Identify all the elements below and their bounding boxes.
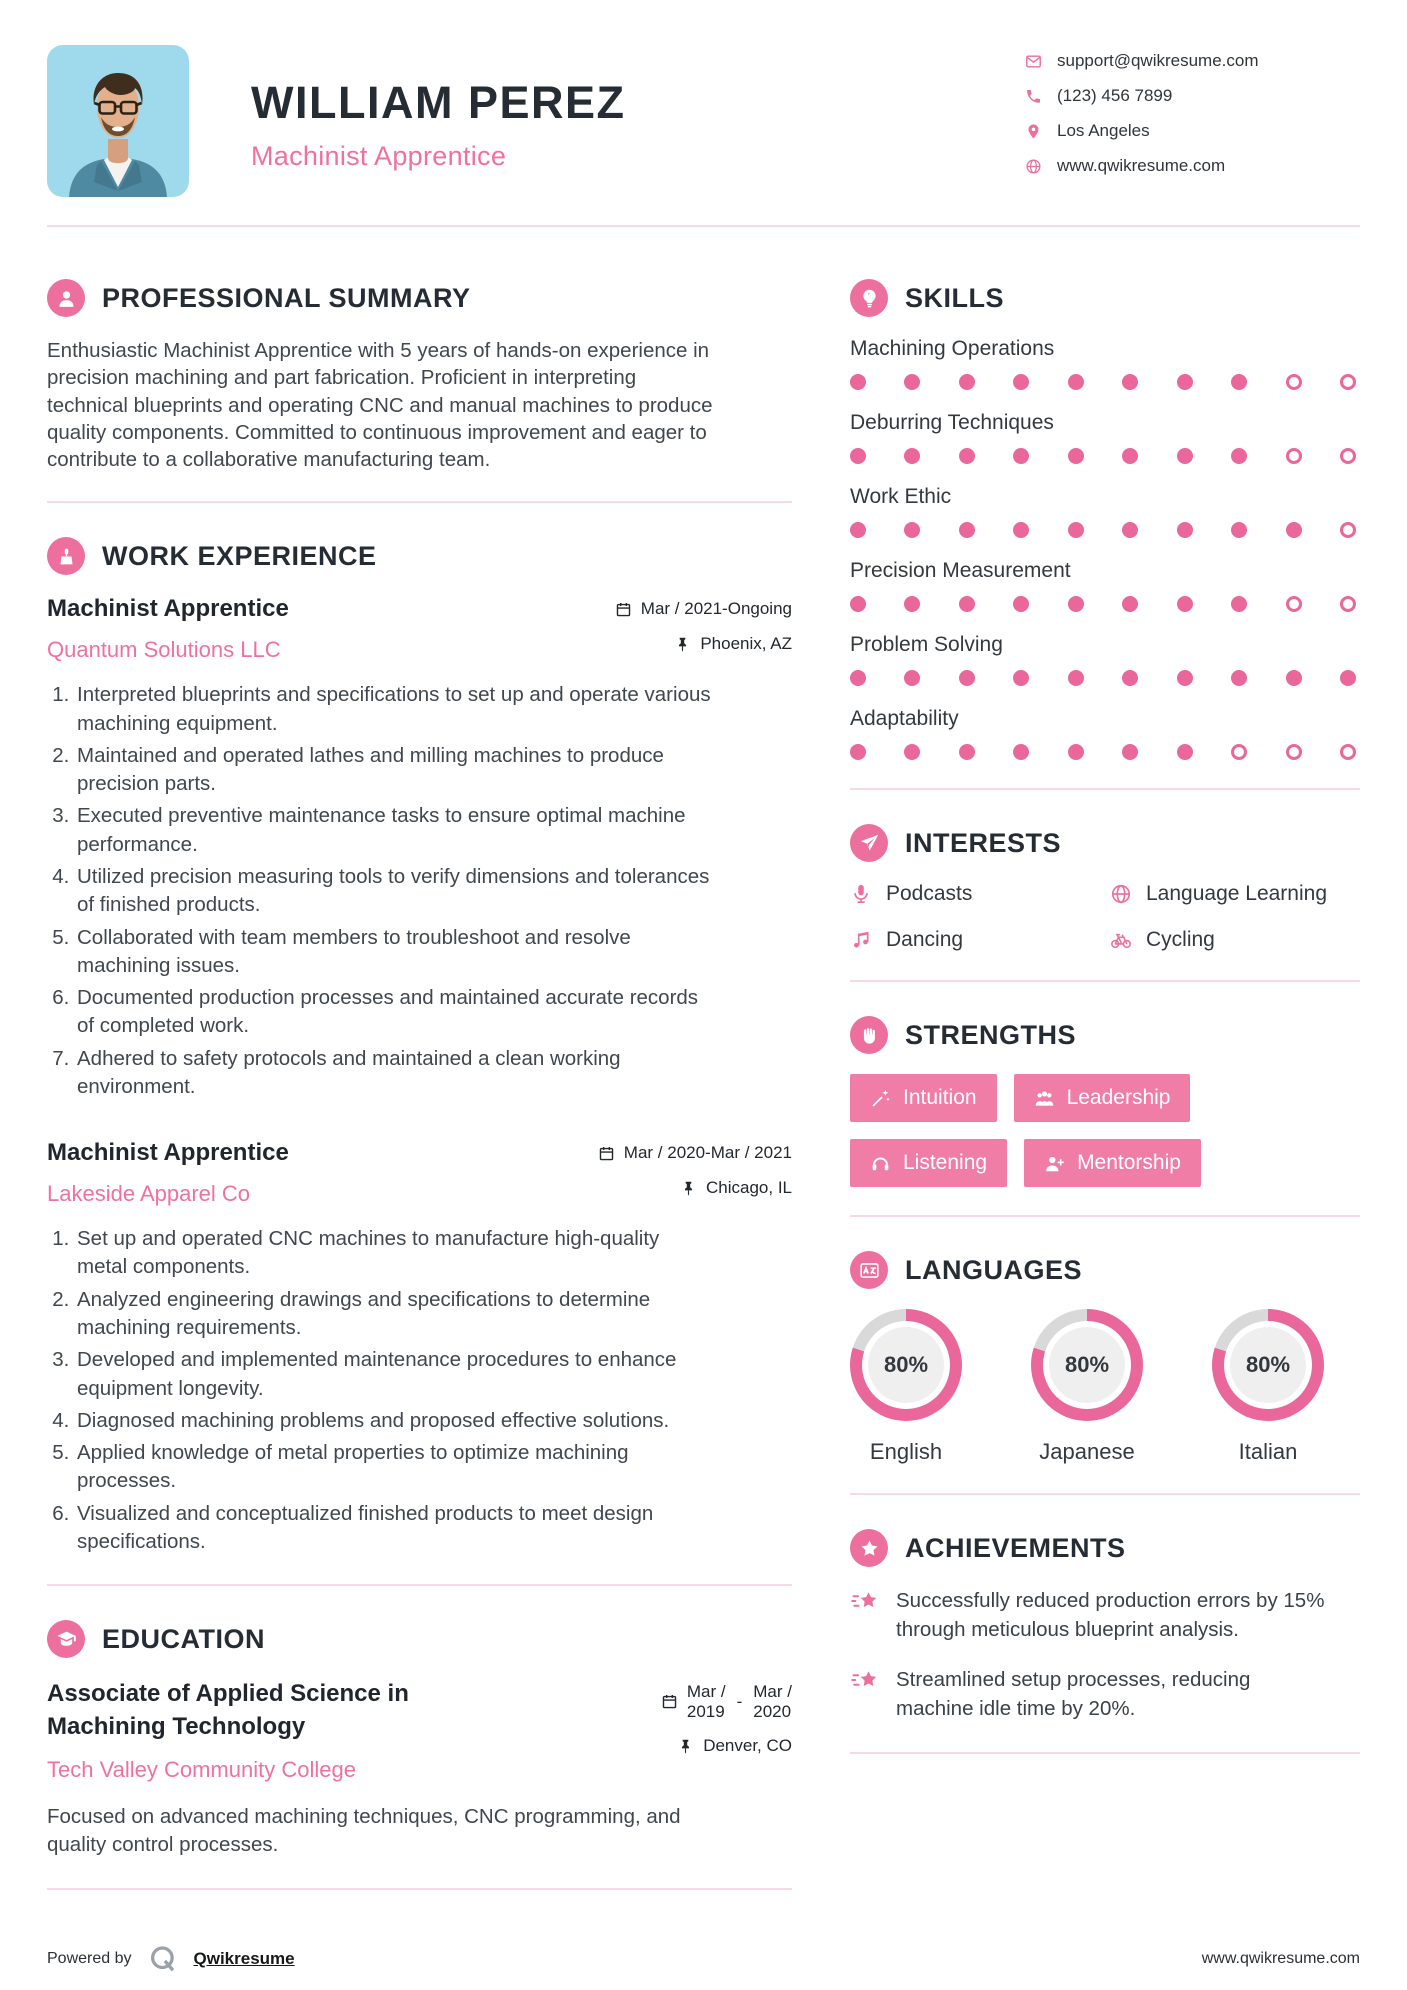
user-icon (47, 279, 85, 317)
contact-text: (123) 456 7899 (1057, 86, 1173, 105)
section-divider (47, 501, 792, 503)
company-name: Quantum Solutions LLC (47, 637, 281, 663)
interest-item (1110, 882, 1360, 906)
footer-website: www.qwikresume.com (1201, 1949, 1360, 1967)
interest-label: Language Learning (1146, 882, 1328, 905)
skill-dot-empty (1286, 596, 1302, 612)
job-date: Mar / 2020-Mar / 2021 (623, 1143, 792, 1163)
job-location: Phoenix, AZ (700, 634, 792, 654)
skill-dot-filled (1013, 744, 1029, 760)
language-name: Italian (1238, 1439, 1298, 1464)
job-location-row (615, 634, 792, 654)
education-heading-group (47, 1678, 527, 1783)
skill-dot-filled (1122, 670, 1138, 686)
skill-dot-filled (1013, 670, 1029, 686)
skill-dot-filled (1177, 448, 1193, 464)
skill-dot-filled (1177, 744, 1193, 760)
skill-dot-filled (1013, 374, 1029, 390)
skill-item (850, 707, 1360, 760)
language-name: Japanese (1039, 1439, 1135, 1464)
skill-dot-filled (1013, 596, 1029, 612)
skill-dot-filled (1122, 374, 1138, 390)
skill-dot-empty (1286, 374, 1302, 390)
work-experience-section (47, 537, 792, 1556)
calendar-icon (615, 601, 632, 618)
skill-dot-filled (1068, 596, 1084, 612)
contact-item (1025, 86, 1360, 106)
education-location-row (661, 1736, 792, 1756)
fist-icon (850, 1016, 888, 1054)
language-ring-hole (862, 1321, 950, 1409)
interest-item (850, 882, 1100, 906)
strength-label: Listening (903, 1151, 988, 1174)
education-date-start-month: Mar / (686, 1682, 726, 1702)
skill-name: Problem Solving (850, 633, 1003, 656)
person-name: WILLIAM PEREZ (251, 77, 626, 128)
language-ring (850, 1309, 962, 1421)
skill-name: Work Ethic (850, 485, 952, 508)
skills-list (850, 337, 1360, 760)
date-separator: - (736, 1691, 743, 1711)
bullet-item: 5. Applied knowledge of metal properties to optimize machining processes. (75, 1439, 715, 1496)
skill-dot-filled (1177, 374, 1193, 390)
skills-heading: SKILLS (905, 282, 1005, 313)
interests-heading: INTERESTS (905, 827, 1062, 858)
star-icon (850, 1529, 888, 1567)
job-title: Machinist Apprentice (47, 1139, 289, 1167)
skill-name: Adaptability (850, 707, 959, 730)
skill-dot-empty (1340, 522, 1356, 538)
bullet-item: 4. Utilized precision measuring tools to verify dimensions and tolerances of finished products. (75, 863, 715, 920)
globe-icon (1110, 883, 1132, 905)
skill-dot-filled (850, 670, 866, 686)
strengths-header (850, 1016, 1360, 1054)
bullet-item: 1. Interpreted blueprints and specifications to set up and operate various machining equipment. (75, 681, 715, 738)
section-divider (850, 788, 1360, 790)
skill-dots (850, 374, 1360, 390)
microphone-icon (850, 883, 872, 905)
section-divider (850, 1752, 1360, 1754)
job-heading-group (47, 595, 289, 663)
interests-section (850, 824, 1360, 952)
strength-label: Mentorship (1077, 1151, 1181, 1174)
skill-dots (850, 522, 1360, 538)
education-location: Denver, CO (703, 1736, 792, 1756)
skill-name: Precision Measurement (850, 559, 1071, 582)
education-date-start (687, 1682, 726, 1721)
education-section (47, 1620, 792, 1859)
work-header (47, 537, 792, 575)
education-date-end-year: 2020 (753, 1701, 792, 1721)
interest-item (1110, 928, 1360, 952)
section-divider (47, 1584, 792, 1586)
degree-name: Associate of Applied Science in Machining Technology (47, 1680, 409, 1740)
interest-label: Podcasts (886, 882, 973, 905)
skill-dot-filled (904, 596, 920, 612)
job-entry (47, 595, 792, 1101)
calendar-icon (598, 1145, 615, 1162)
skill-name: Deburring Techniques (850, 411, 1054, 434)
language-percent: 80% (868, 1327, 944, 1403)
magic-wand-icon (870, 1088, 891, 1109)
contact-item (1025, 156, 1360, 176)
qwikresume-link[interactable]: Qwikresume (193, 1948, 295, 1968)
strength-badge (1024, 1139, 1201, 1187)
pin-icon (674, 636, 691, 653)
skill-dot-filled (1177, 670, 1193, 686)
job-title: Machinist Apprentice (47, 595, 289, 623)
job-date-row (598, 1143, 792, 1163)
contact-list (1025, 45, 1360, 176)
identity-block (251, 45, 1025, 172)
language-item (1031, 1309, 1143, 1465)
skill-dots (850, 448, 1360, 464)
bullet-item: 5. Collaborated with team members to troubleshoot and resolve machining issues. (75, 924, 715, 981)
location-icon (1025, 123, 1042, 140)
skill-item (850, 633, 1360, 686)
skill-dot-filled (904, 522, 920, 538)
strength-label: Leadership (1066, 1086, 1171, 1109)
job-date: Mar / 2021-Ongoing (640, 599, 792, 619)
achievements-section (850, 1529, 1360, 1724)
paper-plane-icon (850, 824, 888, 862)
languages-section (850, 1251, 1360, 1465)
skill-dot-filled (1286, 670, 1302, 686)
skill-dot-filled (1231, 374, 1247, 390)
profile-photo-illustration (47, 45, 189, 197)
summary-heading: PROFESSIONAL SUMMARY (102, 282, 471, 313)
job-header (47, 595, 792, 663)
summary-header (47, 279, 792, 317)
interests-header (850, 824, 1360, 862)
footer (47, 1924, 1360, 1990)
skill-dot-filled (850, 744, 866, 760)
language-percent: 80% (1230, 1327, 1306, 1403)
language-ring (1031, 1309, 1143, 1421)
skill-dot-filled (904, 448, 920, 464)
achievement-item (850, 1587, 1360, 1644)
education-date-row (661, 1682, 792, 1721)
skill-name: Machining Operations (850, 337, 1055, 360)
interest-label: Dancing (886, 928, 964, 951)
language-ring-hole (1043, 1321, 1131, 1409)
job-header (47, 1139, 792, 1207)
job-heading-group (47, 1139, 289, 1207)
contact-item (1025, 121, 1360, 141)
email-icon (1025, 53, 1042, 70)
language-name: English (869, 1439, 943, 1464)
skill-dot-filled (1068, 670, 1084, 686)
skill-dot-filled (1122, 448, 1138, 464)
job-entry (47, 1139, 792, 1556)
strengths-heading: STRENGTHS (905, 1019, 1077, 1050)
strength-badge (850, 1139, 1007, 1187)
achievement-text: Streamlined setup processes, reducing machine idle time by 20%. (896, 1668, 1251, 1721)
skill-item (850, 485, 1360, 538)
skill-dot-filled (850, 596, 866, 612)
education-heading: EDUCATION (102, 1623, 265, 1654)
contact-text: www.qwikresume.com (1057, 156, 1226, 175)
job-meta (615, 595, 792, 654)
section-divider (850, 980, 1360, 982)
strength-badge (1014, 1074, 1191, 1122)
resume-body (47, 279, 1360, 1924)
school-name: Tech Valley Community College (47, 1757, 356, 1783)
left-column (47, 279, 792, 1924)
skill-dot-filled (904, 670, 920, 686)
languages-header (850, 1251, 1360, 1289)
interests-list (850, 882, 1360, 952)
pin-icon (680, 1180, 697, 1197)
right-column (850, 279, 1360, 1924)
skill-dots (850, 670, 1360, 686)
bullet-item: 2. Maintained and operated lathes and milling machines to produce precision parts. (75, 742, 715, 799)
skill-dot-empty (1286, 448, 1302, 464)
bullet-item: 3. Developed and implemented maintenance procedures to enhance equipment longevity. (75, 1346, 715, 1403)
achievements-heading: ACHIEVEMENTS (905, 1532, 1126, 1563)
education-meta (661, 1678, 792, 1756)
section-divider (850, 1493, 1360, 1495)
education-header (47, 1620, 792, 1658)
bullet-item: 7. Adhered to safety protocols and maintained a clean working environment. (75, 1045, 715, 1102)
skill-dot-filled (959, 374, 975, 390)
languages-list (850, 1309, 1360, 1465)
skill-dot-filled (1231, 596, 1247, 612)
achievement-item (850, 1666, 1360, 1723)
skill-dot-empty (1286, 744, 1302, 760)
skill-dot-empty (1340, 374, 1356, 390)
bullet-item: 4. Diagnosed machining problems and proposed effective solutions. (75, 1407, 715, 1435)
language-ring (1212, 1309, 1324, 1421)
skill-dot-filled (1068, 374, 1084, 390)
pin-icon (677, 1738, 694, 1755)
education-entry (47, 1678, 792, 1783)
skill-dot-filled (959, 448, 975, 464)
bullet-item: 6. Documented production processes and maintained accurate records of completed work. (75, 984, 715, 1041)
language-percent: 80% (1049, 1327, 1125, 1403)
music-note-icon (850, 929, 872, 951)
lightbulb-icon (850, 279, 888, 317)
podium-icon (47, 537, 85, 575)
job-date-row (615, 599, 792, 619)
globe-icon (1025, 158, 1042, 175)
translate-icon (850, 1251, 888, 1289)
interest-label: Cycling (1146, 928, 1215, 951)
shooting-star-icon (850, 1587, 880, 1617)
users-icon (1034, 1088, 1055, 1109)
skill-dot-filled (1286, 522, 1302, 538)
contact-item (1025, 51, 1360, 71)
skill-dot-filled (1068, 744, 1084, 760)
achievements-list (850, 1587, 1360, 1724)
section-divider (47, 1888, 792, 1890)
summary-text: Enthusiastic Machinist Apprentice with 5 years of hands-on experience in precision machining and part fabrication. Proficient in interpreting technical blueprints and operating CNC and manual machines to produce quality components. Committed to continuous improvement and eager to contribute to a collaborative manufacturing team. (47, 339, 713, 471)
skill-dot-empty (1340, 596, 1356, 612)
skills-header (850, 279, 1360, 317)
languages-heading: LANGUAGES (905, 1254, 1083, 1285)
achievement-text: Successfully reduced production errors by 15% through meticulous blueprint analysis. (896, 1589, 1325, 1641)
skill-dot-empty (1340, 744, 1356, 760)
language-item (850, 1309, 962, 1465)
company-name: Lakeside Apparel Co (47, 1181, 251, 1207)
skill-dot-filled (1122, 596, 1138, 612)
achievements-header (850, 1529, 1360, 1567)
skill-item (850, 337, 1360, 390)
skill-dots (850, 596, 1360, 612)
skill-dot-filled (1231, 670, 1247, 686)
job-bullets (47, 681, 715, 1101)
skill-dot-filled (959, 596, 975, 612)
skill-dot-filled (1340, 670, 1356, 686)
skill-dot-filled (1122, 522, 1138, 538)
profile-photo (47, 45, 189, 197)
skill-dot-filled (1122, 744, 1138, 760)
skill-dot-filled (1231, 448, 1247, 464)
interest-item (850, 928, 1100, 952)
bullet-item: 3. Executed preventive maintenance tasks to ensure optimal machine performance. (75, 802, 715, 859)
skill-dot-filled (959, 744, 975, 760)
skill-item (850, 411, 1360, 464)
calendar-icon (661, 1693, 678, 1710)
skill-dot-filled (850, 448, 866, 464)
strength-badge (850, 1074, 997, 1122)
skill-dot-filled (1068, 522, 1084, 538)
jobs-list (47, 595, 792, 1556)
education-date-end-month: Mar / (753, 1682, 792, 1702)
person-job-title: Machinist Apprentice (251, 141, 507, 171)
header (47, 0, 1360, 197)
job-location: Chicago, IL (706, 1178, 792, 1198)
education-date-start-year: 2019 (686, 1701, 725, 1721)
skill-dot-filled (1177, 522, 1193, 538)
strengths-list (850, 1074, 1270, 1187)
strength-label: Intuition (903, 1086, 977, 1109)
bullet-item: 2. Analyzed engineering drawings and specifications to determine machining requirements. (75, 1286, 715, 1343)
header-divider (47, 225, 1360, 227)
education-date-end (753, 1682, 792, 1721)
skill-dot-empty (1231, 744, 1247, 760)
skill-dot-filled (1013, 522, 1029, 538)
contact-text: support@qwikresume.com (1057, 51, 1259, 70)
headphones-icon (870, 1153, 891, 1174)
skill-dots (850, 744, 1360, 760)
skill-item (850, 559, 1360, 612)
graduation-icon (47, 1620, 85, 1658)
skill-dot-filled (904, 374, 920, 390)
language-ring-hole (1224, 1321, 1312, 1409)
work-heading: WORK EXPERIENCE (102, 540, 377, 571)
strengths-section (850, 1016, 1360, 1187)
contact-text: Los Angeles (1057, 121, 1150, 140)
footer-brand-group (47, 1944, 295, 1974)
user-plus-icon (1044, 1153, 1065, 1174)
bicycle-icon (1110, 929, 1132, 951)
skill-dot-filled (959, 670, 975, 686)
qwikresume-logo-icon (148, 1944, 178, 1974)
powered-by-label: Powered by (47, 1949, 132, 1967)
skill-dot-filled (1068, 448, 1084, 464)
skill-dot-filled (959, 522, 975, 538)
skill-dot-filled (1231, 522, 1247, 538)
skill-dot-empty (1340, 448, 1356, 464)
summary-section (47, 279, 792, 473)
shooting-star-icon (850, 1666, 880, 1696)
bullet-item: 1. Set up and operated CNC machines to manufacture high-quality metal components. (75, 1225, 715, 1282)
skill-dot-filled (1013, 448, 1029, 464)
section-divider (850, 1215, 1360, 1217)
skill-dot-filled (850, 374, 866, 390)
phone-icon (1025, 88, 1042, 105)
job-location-row (598, 1178, 792, 1198)
skills-section (850, 279, 1360, 760)
job-meta (598, 1139, 792, 1198)
bullet-item: 6. Visualized and conceptualized finished products to meet design specifications. (75, 1500, 715, 1557)
skill-dot-filled (904, 744, 920, 760)
education-description: Focused on advanced machining techniques, CNC programming, and quality control processes. (47, 1805, 681, 1857)
job-bullets (47, 1225, 715, 1556)
skill-dot-filled (1177, 596, 1193, 612)
language-item (1212, 1309, 1324, 1465)
skill-dot-filled (850, 522, 866, 538)
